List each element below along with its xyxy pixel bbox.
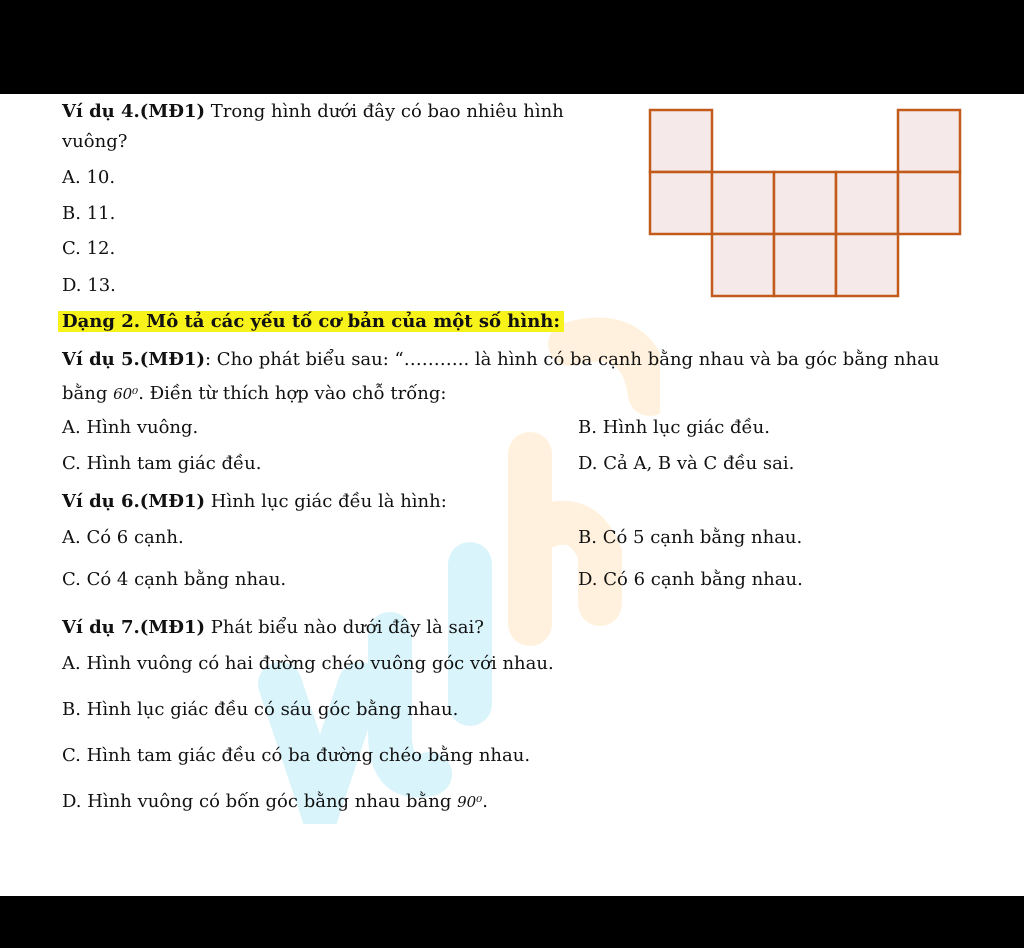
ex4-option-a: A. 10. bbox=[62, 167, 116, 188]
ex7-option-b: B. Hình lục giác đều có sáu góc bằng nhau. bbox=[62, 699, 459, 720]
ex6-title: Ví dụ 6.(MĐ1) bbox=[62, 491, 206, 512]
ex6-option-b: B. Có 5 cạnh bằng nhau. bbox=[578, 527, 803, 548]
ex4-option-c: C. 12. bbox=[62, 238, 116, 259]
square-cell bbox=[774, 234, 836, 296]
square-cell bbox=[836, 234, 898, 296]
ex6-option-c: C. Có 4 cạnh bằng nhau. bbox=[62, 569, 287, 590]
ex5-angle: 60⁰ bbox=[113, 385, 139, 403]
ex4-option-d: D. 13. bbox=[62, 275, 116, 296]
square-cell bbox=[836, 172, 898, 234]
ex6-option-d: D. Có 6 cạnh bằng nhau. bbox=[578, 569, 803, 590]
ex7-question: Ví dụ 7.(MĐ1) Phát biểu nào dưới đây là sai? bbox=[62, 617, 484, 638]
ex7-angle: 90⁰ bbox=[457, 793, 483, 811]
ex5-option-c: C. Hình tam giác đều. bbox=[62, 453, 262, 474]
ex7-option-d: D. Hình vuông có bốn góc bằng nhau bằng 90⁰. bbox=[62, 791, 488, 812]
square-cell bbox=[712, 234, 774, 296]
document-page bbox=[0, 94, 1024, 896]
ex4-option-b: B. 11. bbox=[62, 203, 116, 224]
square-cell bbox=[712, 172, 774, 234]
square-cell bbox=[650, 172, 712, 234]
ex5-option-d: D. Cả A, B và C đều sai. bbox=[578, 453, 795, 474]
ex5-title: Ví dụ 5.(MĐ1) bbox=[62, 349, 206, 370]
ex7-option-c: C. Hình tam giác đều có ba đường chéo bằng nhau. bbox=[62, 745, 531, 766]
ex7-option-a: A. Hình vuông có hai đường chéo vuông góc với nhau. bbox=[62, 653, 554, 674]
ex4-title: Ví dụ 4.(MĐ1) bbox=[62, 101, 206, 122]
ex5-question-line1: Ví dụ 5.(MĐ1): Cho phát biểu sau: “……….. là hình có ba cạnh bằng nhau và ba góc bằng nhau bbox=[62, 349, 940, 370]
square-cell bbox=[650, 110, 712, 172]
ex7-title: Ví dụ 7.(MĐ1) bbox=[62, 617, 206, 638]
square-cell bbox=[898, 172, 960, 234]
ex6-option-a: A. Có 6 cạnh. bbox=[62, 527, 184, 548]
ex5-option-a: A. Hình vuông. bbox=[62, 417, 199, 438]
ex5-question-line2: bằng 60⁰. Điền từ thích hợp vào chỗ trống: bbox=[62, 383, 447, 404]
square-cell bbox=[898, 110, 960, 172]
ex4-question-line1: Ví dụ 4.(MĐ1) Trong hình dưới đây có bao nhiêu hình bbox=[62, 101, 564, 122]
squares-figure bbox=[648, 108, 964, 298]
ex6-question: Ví dụ 6.(MĐ1) Hình lục giác đều là hình: bbox=[62, 491, 447, 512]
ex4-question-line2: vuông? bbox=[62, 131, 128, 152]
ex5-option-b: B. Hình lục giác đều. bbox=[578, 417, 770, 438]
square-cell bbox=[774, 172, 836, 234]
section2-heading: Dạng 2. Mô tả các yếu tố cơ bản của một số hình: bbox=[58, 310, 564, 334]
